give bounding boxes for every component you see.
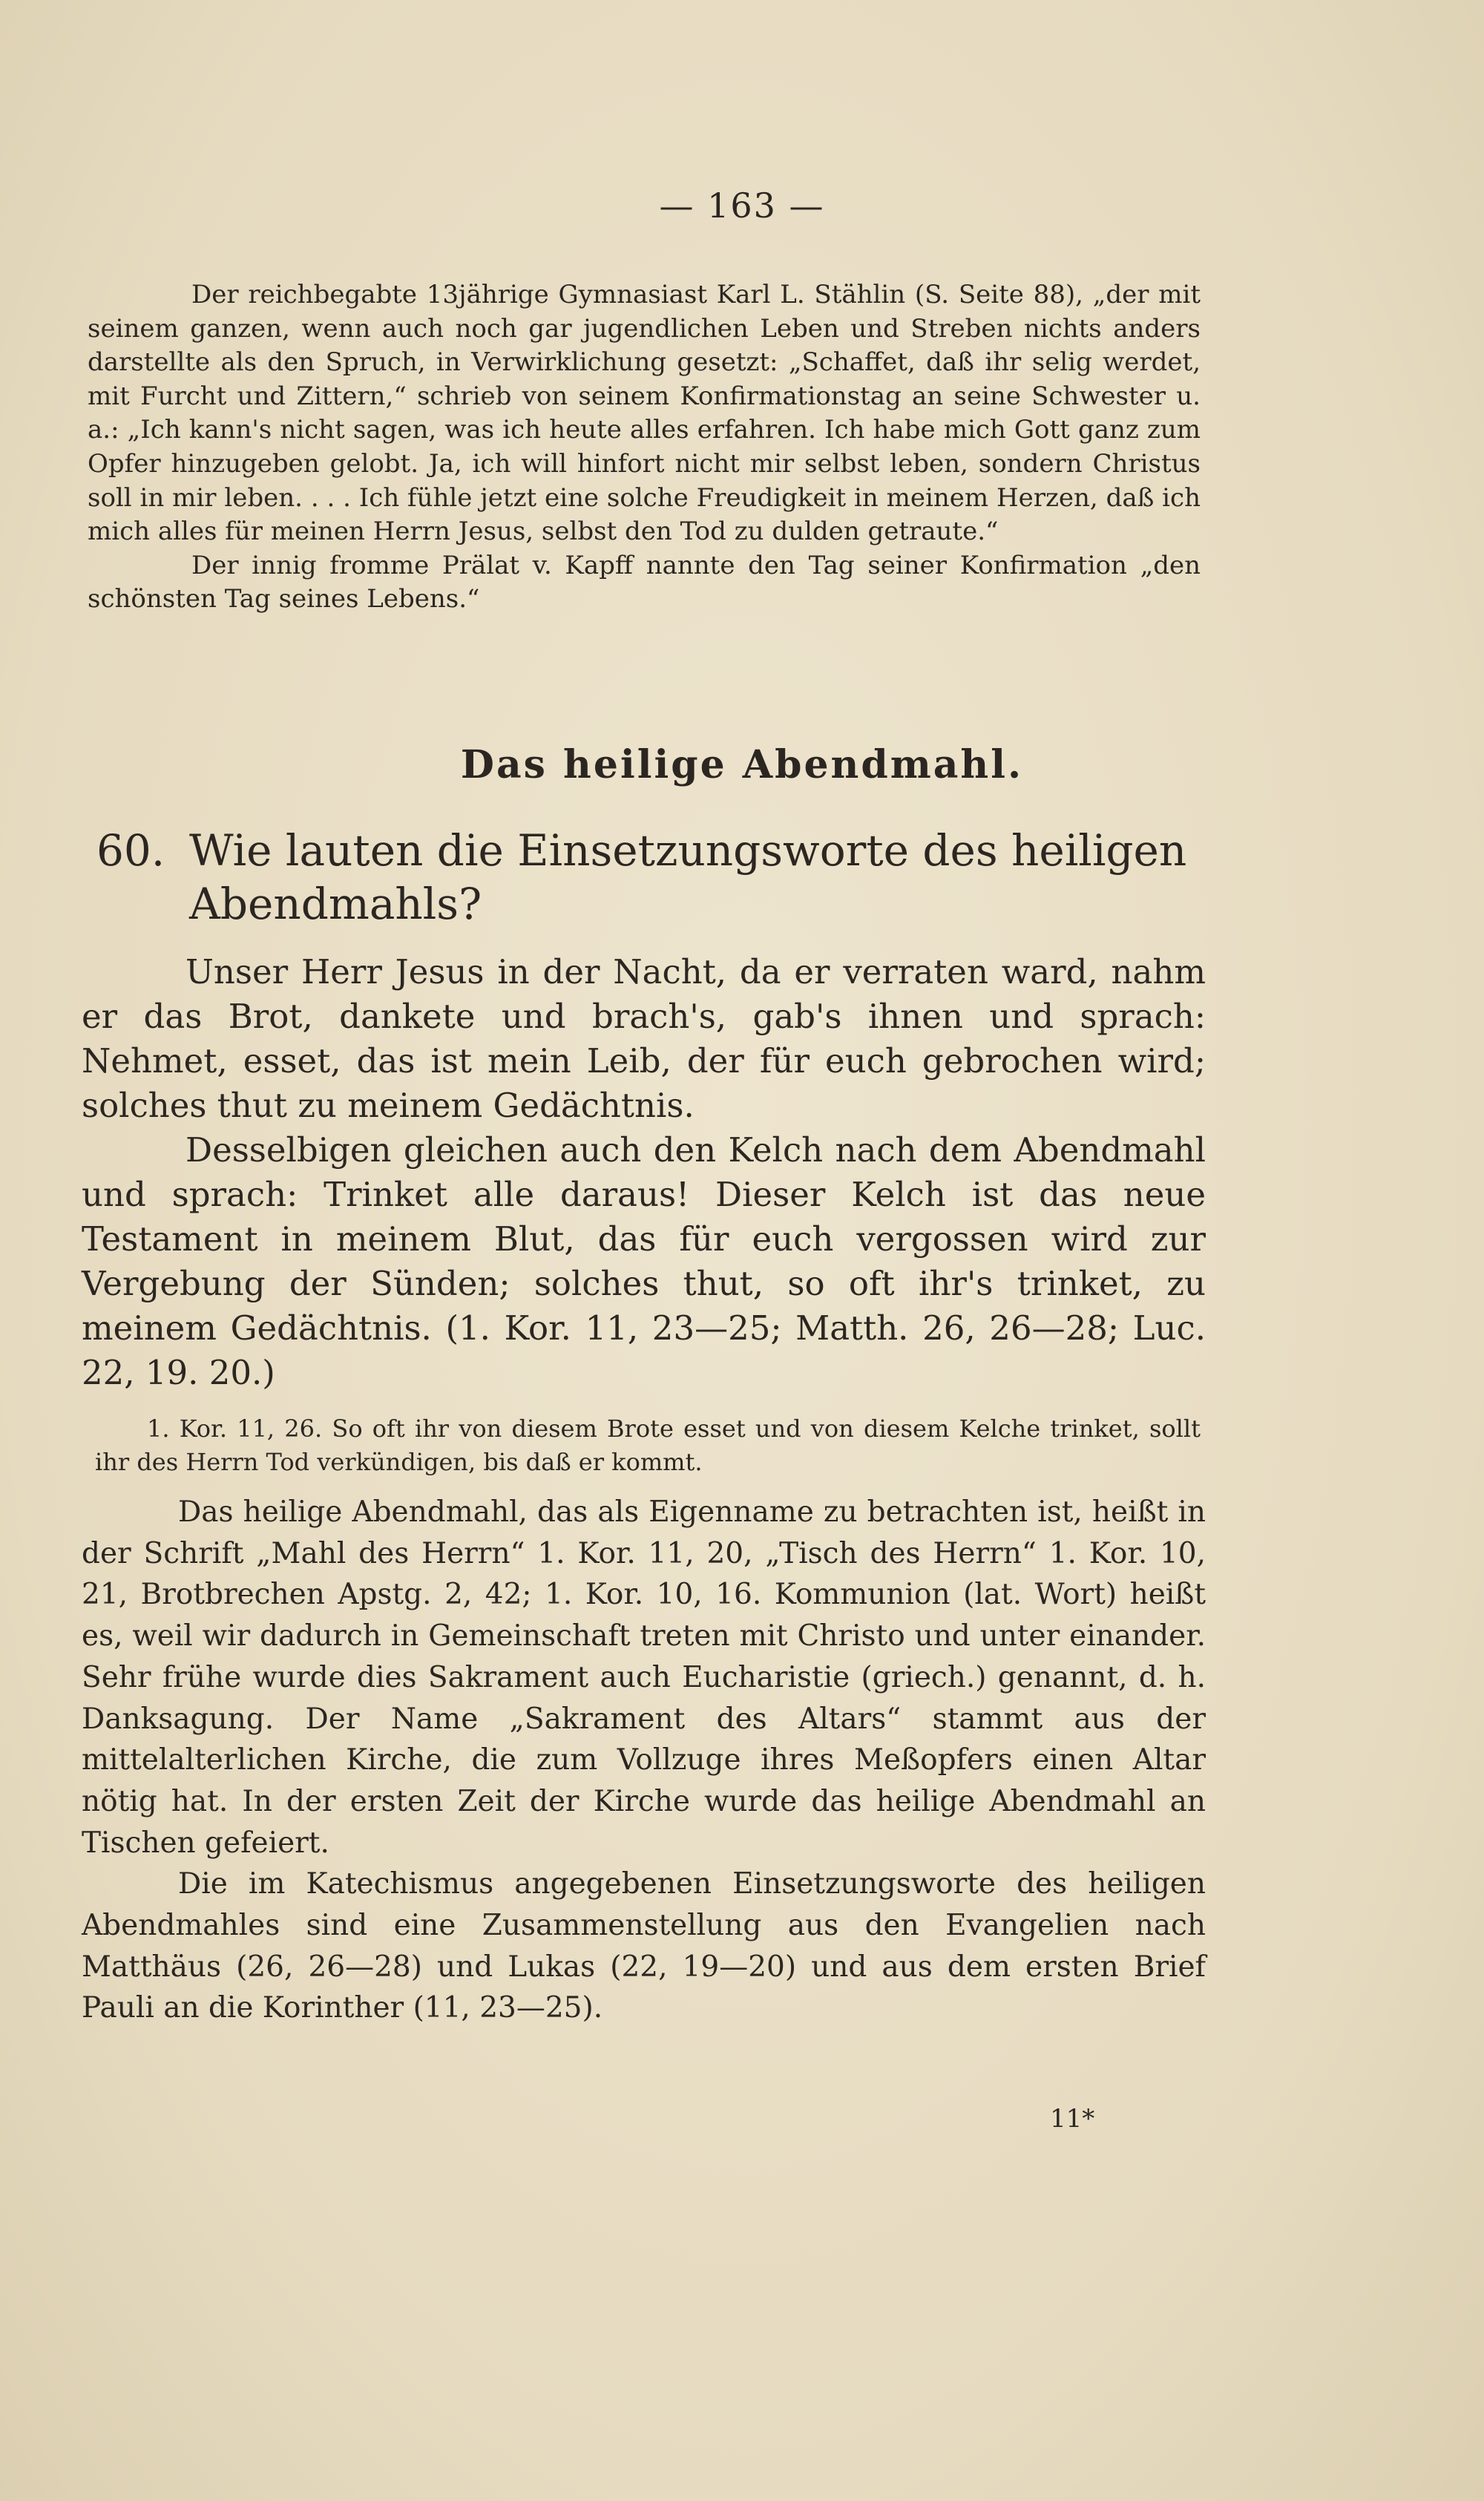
answer-paragraph: Desselbigen gleichen auch den Kelch nach dem Abendmahl und sprach: Trinket alle daraus! Dieser Kelch ist das neue Testament in meinem Blut, das für euch vergossen wird zur Vergebung der Sünden; solches thut, so oft ihr's trinket, zu meinem Gedächtnis. (1. Kor. 11, 23—25; Matth. 26, 26—28; Luc. 22, 19. 20.) [82, 1130, 1206, 1392]
commentary-paragraph: Die im Katechismus angegebenen Einsetzungsworte des heiligen Abendmahles sind eine Zusammenstellung aus den Evangelien nach Matthäus (26, 26—28) und Lukas (22, 19—20) und aus dem ersten Brief Pauli an die Korinther (11, 23—25). [82, 1867, 1206, 2025]
answer-section [82, 950, 1206, 1395]
commentary-paragraph: Das heilige Abendmahl, das als Eigenname zu betrachten ist, heißt in der Schrift „Mahl des Herrn“ 1. Kor. 11, 20, „Tisch des Herrn“ 1. Kor. 10, 21, Brotbrechen Apstg. 2, 42; 1. Kor. 10, 16. Kommunion (lat. Wort) heißt es, weil wir dadurch in Gemeinschaft treten mit Christo und unter einander. Sehr frühe wurde dies Sakrament auch Eucharistie (griech.) genannt, d. h. Danksagung. Der Name „Sakrament des Altars“ stammt aus der mittelalterlichen Kirche, die zum Vollzuge ihres Meßopfers einen Altar nötig hat. In der ersten Zeit der Kirche wurde das heilige Abendmahl an Tischen gefeiert. [82, 1495, 1206, 1860]
question-line: Abendmahls? [189, 879, 482, 929]
note-paragraph: 1. Kor. 11, 26. So oft ihr von diesem Brote esset und von diesem Kelche trinket, sollt ihr des Herrn Tod verkündigen, bis daß er kommt. [95, 1415, 1201, 1476]
signature-mark: 11* [1050, 2104, 1095, 2134]
question-number: 60. [96, 825, 165, 876]
answer-paragraph: Unser Herr Jesus in der Nacht, da er verraten ward, nahm er das Brot, dankete und brach's, gab's ihnen und sprach: Nehmet, esset, das ist mein Leib, der für euch gebrochen wird; solches thut zu meinem Gedächtnis. [82, 952, 1206, 1125]
commentary-section [82, 1492, 1206, 2029]
question-heading [96, 824, 1247, 931]
testimony-paragraph: Der reichbegabte 13jährige Gymnasiast Karl L. Stählin (S. Seite 88), „der mit seinem ganzen, wenn auch noch gar jugendlichen Leben und Streben nichts anders darstellte als den Spruch, in Verwirklichung gesetzt: „Schaffet, daß ihr selig werdet, mit Furcht und Zittern,“ schrieb von seinem Konfirmationstag an seine Schwester u. a.: „Ich kann's nicht sagen, was ich heute alles erfahren. Ich habe mich Gott ganz zum Opfer hinzugeben gelobt. Ja, ich will hinfort nicht mir selbst leben, sondern Christus soll in mir leben. . . . Ich fühle jetzt eine solche Freudigkeit in meinem Herzen, daß ich mich alles für meinen Herrn Jesus, selbst den Tod zu dulden getraute.“ [88, 280, 1201, 547]
testimony-paragraph: Der innig fromme Prälat v. Kapff nannte den Tag seiner Konfirmation „den schönsten Tag seines Lebens.“ [88, 550, 1201, 614]
scripture-note [95, 1412, 1201, 1479]
testimony-section [88, 278, 1201, 617]
section-heading: Das heilige Abendmahl. [460, 742, 1024, 787]
question-line: Wie lauten die Einsetzungsworte des heiligen [189, 825, 1187, 876]
page-number: — 163 — [659, 186, 825, 226]
